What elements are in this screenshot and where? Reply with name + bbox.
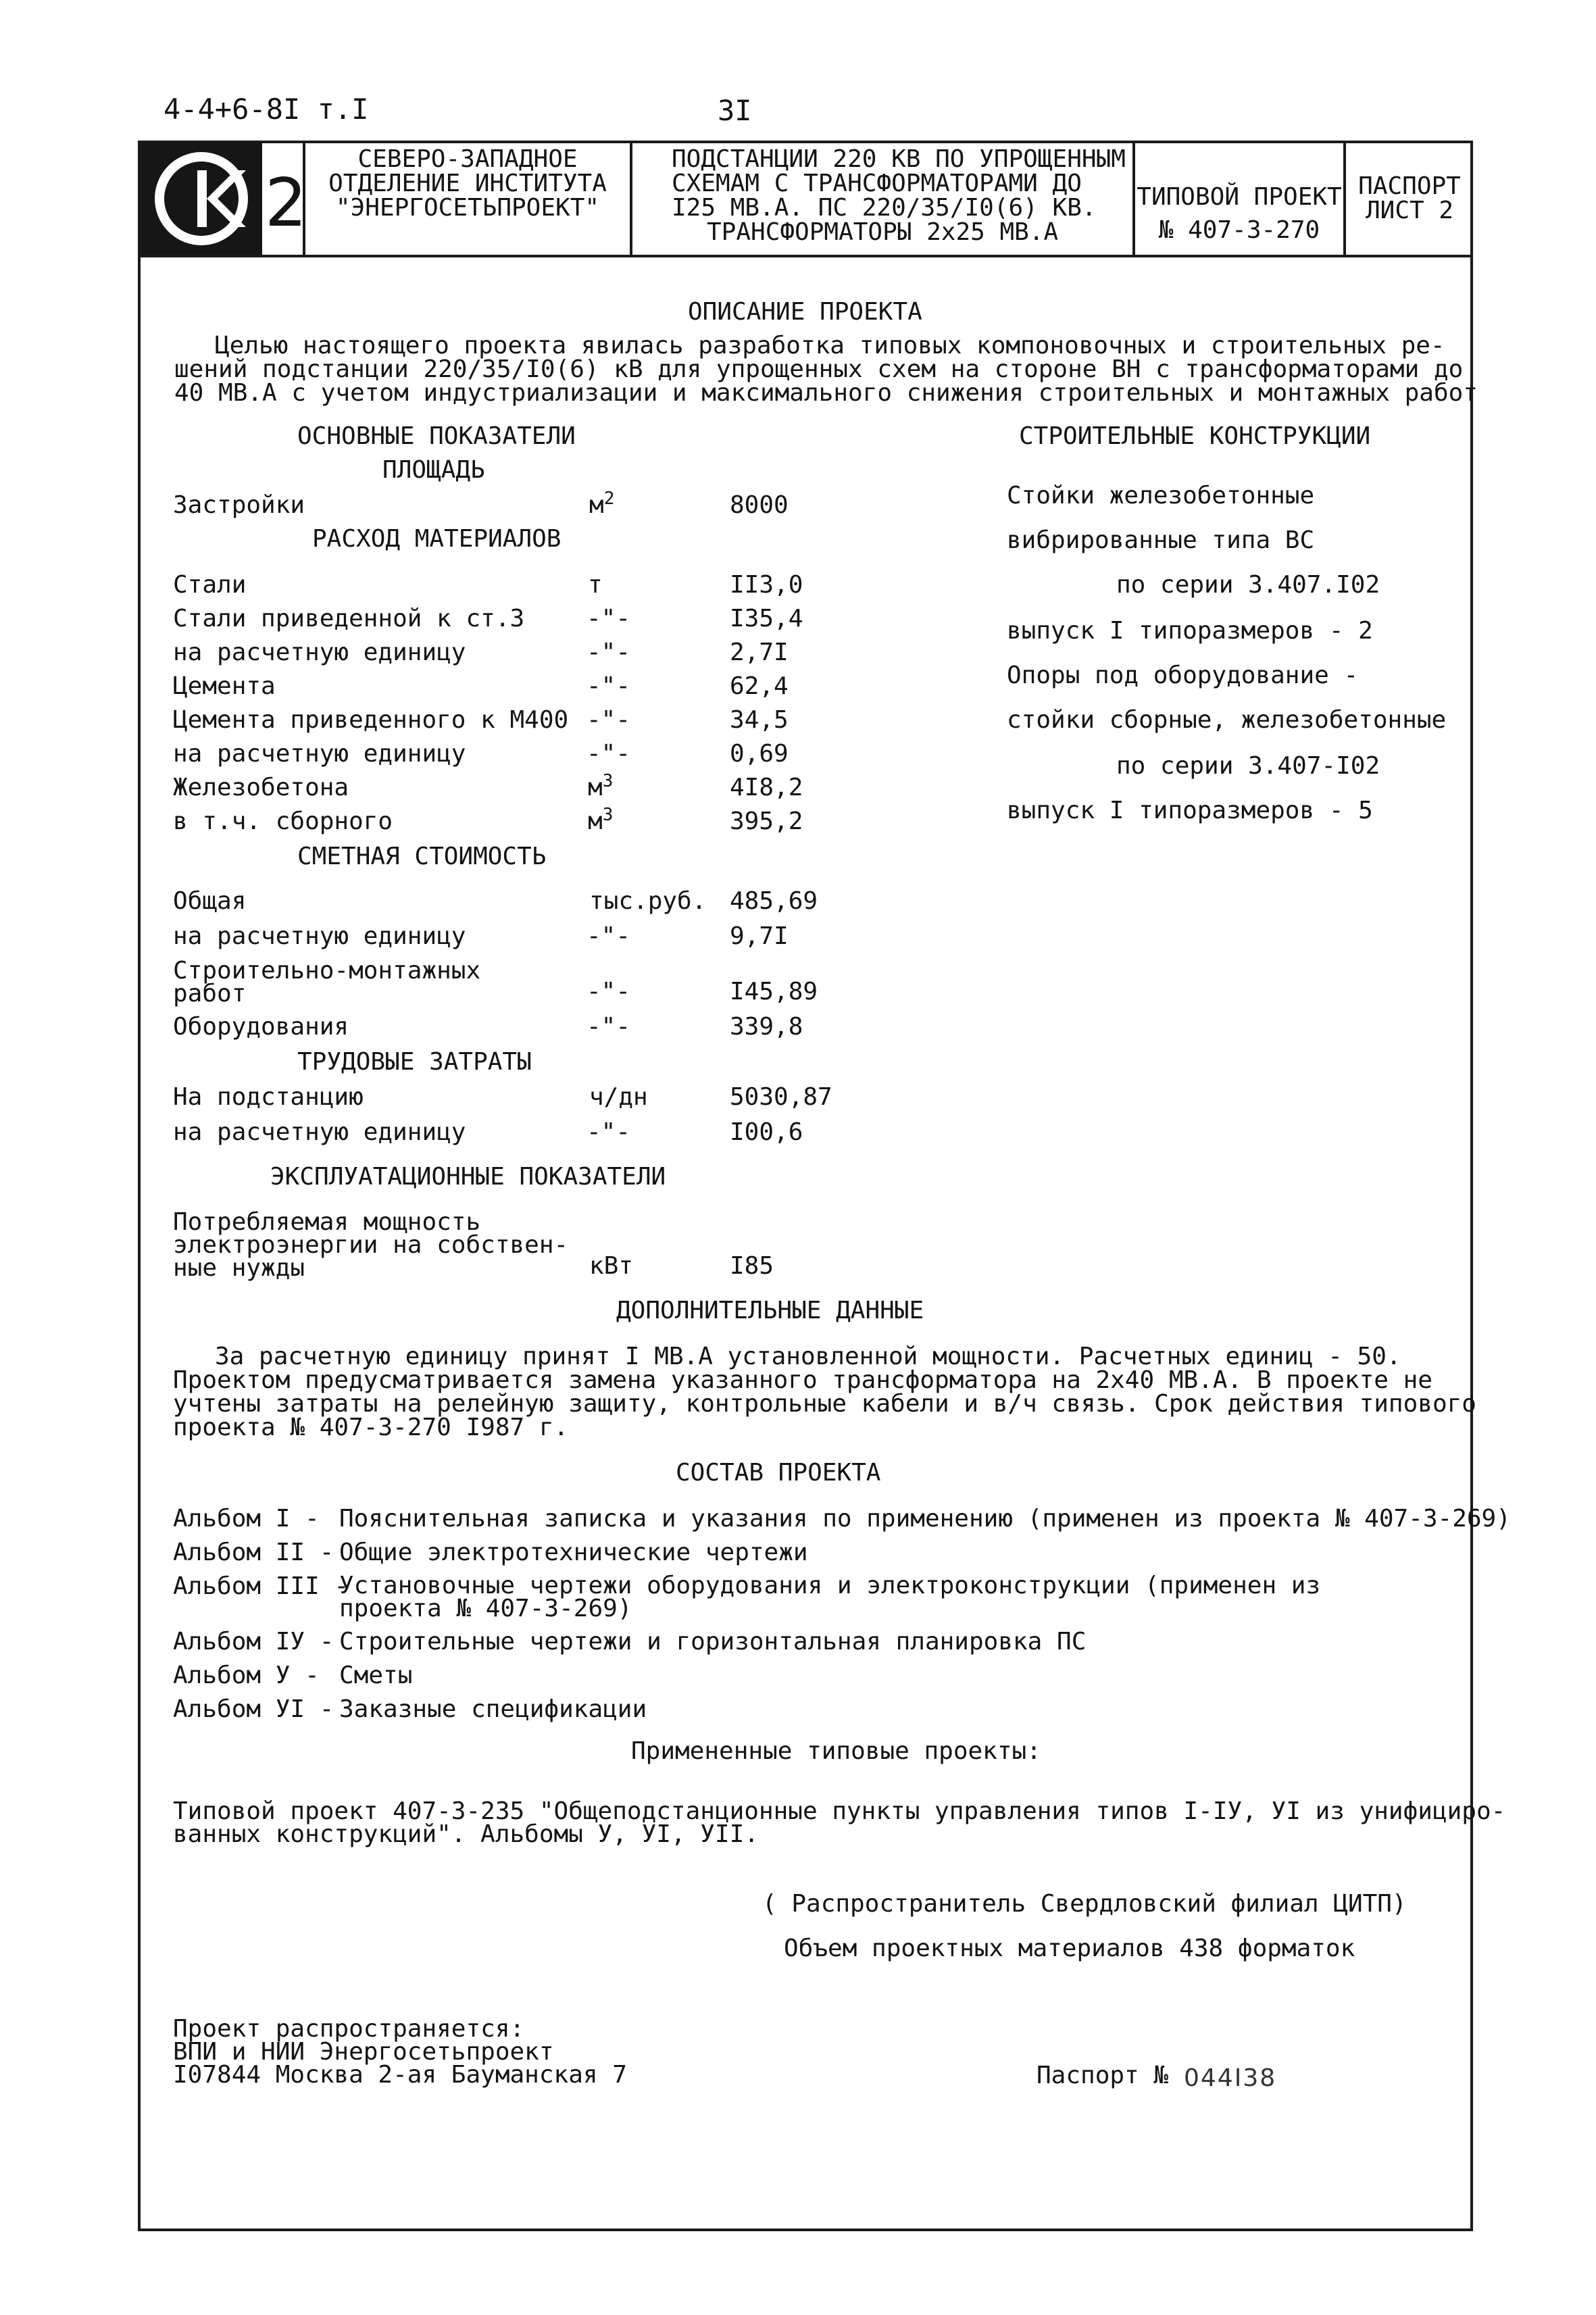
passport-sheet-cell: ПАСПОРТ ЛИСТ 2: [1358, 172, 1461, 224]
cost-unit: -"-: [587, 1013, 631, 1041]
material-label: на расчетную единицу: [173, 639, 466, 666]
material-unit: -"-: [587, 706, 631, 734]
cost-value: 339,8: [730, 1013, 803, 1041]
sheet-code: 4-4+6-8I т.I: [164, 93, 369, 126]
additional-line: учтены затраты на релейную защиту, контрольные кабели и в/ч связь. Срок действия типового: [173, 1390, 1476, 1418]
construction-line: выпуск I типоразмеров - 5: [1007, 797, 1373, 824]
applied-projects-title: Примененные типовые проекты:: [631, 1737, 1041, 1765]
area-label: Застройки: [173, 491, 305, 519]
construction-line: Стойки железобетонные: [1007, 482, 1315, 509]
composition-title: СОСТАВ ПРОЕКТА: [676, 1459, 881, 1487]
material-unit: $м^3$: [588, 771, 614, 801]
material-label: Стали приведенной к ст.3: [173, 605, 525, 632]
materials-heading: РАСХОД МАТЕРИАЛОВ: [312, 525, 562, 553]
material-value: 34,5: [730, 706, 789, 734]
distribution-info: Проект распространяется: ВПИ и НИИ Энергосетьпроект I07844 Москва 2-ая Бауманская 7: [173, 2015, 627, 2089]
cost-unit: -"-: [587, 922, 631, 950]
album-description: Сметы: [339, 1662, 413, 1689]
additional-line: проекта № 407-3-270 I987 г.: [173, 1414, 569, 1441]
indicators-heading: ОСНОВНЫЕ ПОКАЗАТЕЛИ: [297, 422, 576, 450]
description-line: 40 МВ.А с учетом индустриализации и максимального снижения строительных и монтажных работ: [174, 379, 1478, 407]
distributor: ( Распространитель Свердловский филиал ЦИТП): [762, 1890, 1407, 1918]
material-label: Цемента: [173, 672, 276, 700]
area-unit: $м^2$: [589, 489, 615, 519]
album-description: Общие электротехнические чертежи: [339, 1539, 808, 1566]
materials-volume: Объем проектных материалов 438 форматок: [784, 1935, 1355, 1962]
additional-line: За расчетную единицу принят I МВ.А установленной мощности. Расчетных единиц - 50.: [215, 1343, 1401, 1370]
material-label: Стали: [173, 571, 247, 599]
labor-unit: -"-: [587, 1118, 631, 1146]
material-value: 62,4: [730, 672, 789, 700]
cost-unit: тыс.руб.: [589, 887, 707, 915]
album-number: Альбом У -: [173, 1662, 320, 1689]
material-value: 4I8,2: [730, 774, 803, 801]
album-number: Альбом III -: [173, 1572, 349, 1600]
additional-line: Проектом предусматривается замена указанного трансформатора на 2х40 МВ.А. В проекте не: [173, 1366, 1432, 1394]
area-value: 8000: [730, 491, 789, 519]
material-label: Железобетона: [173, 774, 349, 801]
area-heading: ПЛОЩАДЬ: [382, 456, 485, 484]
institute-logo: [141, 143, 262, 255]
cost-label: Оборудования: [173, 1013, 349, 1041]
description-line: Целью настоящего проекта явилась разработка типовых компоновочных и строительных ре-: [215, 332, 1445, 359]
material-unit: -"-: [587, 605, 631, 632]
album-number: Альбом УI -: [173, 1695, 334, 1723]
material-value: 2,7I: [730, 639, 789, 666]
material-label: Цемента приведенного к М400: [173, 706, 569, 734]
cost-unit: -"-: [587, 978, 631, 1005]
construction-line: по серии 3.407.I02: [1116, 571, 1380, 599]
material-value: II3,0: [730, 571, 803, 599]
construction-line: выпуск I типоразмеров - 2: [1007, 617, 1373, 645]
org-digit: 2: [265, 165, 307, 242]
material-value: 0,69: [730, 740, 789, 768]
album-description: Строительные чертежи и горизонтальная планировка ПС: [339, 1628, 1087, 1656]
labor-unit: ч/дн: [589, 1083, 648, 1111]
labor-heading: ТРУДОВЫЕ ЗАТРАТЫ: [297, 1048, 532, 1076]
construction-line: по серии 3.407-I02: [1116, 752, 1380, 780]
material-unit: -"-: [587, 740, 631, 768]
material-label: в т.ч. сборного: [173, 807, 393, 835]
cost-heading: СМЕТНАЯ СТОИМОСТЬ: [297, 843, 547, 870]
operation-label: Потребляемая мощность электроэнергии на собствен- ные нужды: [173, 1208, 569, 1283]
cost-value: I45,89: [730, 978, 818, 1005]
cost-value: 9,7I: [730, 922, 789, 950]
description-title: ОПИСАНИЕ ПРОЕКТА: [688, 298, 922, 326]
additional-title: ДОПОЛНИТЕЛЬНЫЕ ДАННЫЕ: [616, 1297, 924, 1324]
cost-label: Строительно-монтажных работ: [173, 957, 481, 1008]
album-description: Заказные спецификации: [339, 1695, 647, 1723]
operation-heading: ЭКСПЛУАТАЦИОННЫЕ ПОКАЗАТЕЛИ: [270, 1163, 666, 1191]
description-line: шений подстанции 220/35/I0(6) кВ для упрощенных схем на стороне ВН с трансформаторами до: [174, 355, 1464, 383]
material-value: I35,4: [730, 605, 803, 632]
material-unit: т: [588, 571, 603, 599]
labor-label: На подстанцию: [173, 1083, 364, 1111]
cost-label: на расчетную единицу: [173, 922, 466, 950]
material-unit: -"-: [587, 639, 631, 666]
labor-value: 5030,87: [730, 1083, 832, 1111]
labor-value: I00,6: [730, 1118, 803, 1146]
album-number: Альбом IУ -: [173, 1628, 334, 1656]
applied-project-line: Типовой проект 407-3-235 "Общеподстанционные пункты управления типов I-IУ, УI из унифициро- ванных конструкций". Альбомы У, УI, УII.: [173, 1797, 1506, 1849]
album-number: Альбом I -: [173, 1505, 320, 1533]
passport-label: Паспорт №: [1037, 2062, 1169, 2089]
construction-line: Опоры под оборудование -: [1007, 662, 1359, 689]
album-description: Установочные чертежи оборудования и электроконструкции (применен из проекта № 407-3-269): [339, 1572, 1321, 1623]
project-title: ПОДСТАНЦИИ 220 КВ ПО УПРОЩЕННЫМ СХЕМАМ С ТРАНСФОРМАТОРАМИ ДО I25 МВ.А. ПС 220/35/I0(6) КВ. ТРАНСФОРМАТОРЫ 2х25 МВ.А: [672, 145, 1126, 246]
passport-number: 044I38: [1184, 2064, 1277, 2092]
material-unit: -"-: [587, 672, 631, 700]
album-number: Альбом II -: [173, 1539, 334, 1566]
operation-unit: кВт: [589, 1252, 634, 1280]
labor-label: на расчетную единицу: [173, 1118, 466, 1146]
cost-label: Общая: [173, 887, 247, 915]
album-description: Пояснительная записка и указания по применению (применен из проекта № 407-3-269): [339, 1505, 1511, 1533]
construction-line: вибрированные типа ВС: [1007, 526, 1315, 554]
construction-heading: СТРОИТЕЛЬНЫЕ КОНСТРУКЦИИ: [1019, 422, 1371, 450]
operation-value: I85: [730, 1252, 774, 1280]
page-number: 3I: [718, 94, 752, 127]
type-project-cell: ТИПОВОЙ ПРОЕКТ № 407-3-270: [1137, 183, 1342, 244]
material-label: на расчетную единицу: [173, 740, 466, 768]
ck-logo-icon: [141, 143, 262, 255]
construction-line: стойки сборные, железобетонные: [1007, 706, 1447, 734]
org-name: СЕВЕРО-ЗАПАДНОЕ ОТДЕЛЕНИЕ ИНСТИТУТА "ЭНЕРГОСЕТЬПРОЕКТ": [328, 145, 607, 222]
material-unit: $м^3$: [588, 805, 614, 835]
cost-value: 485,69: [730, 887, 818, 915]
material-value: 395,2: [730, 807, 803, 835]
